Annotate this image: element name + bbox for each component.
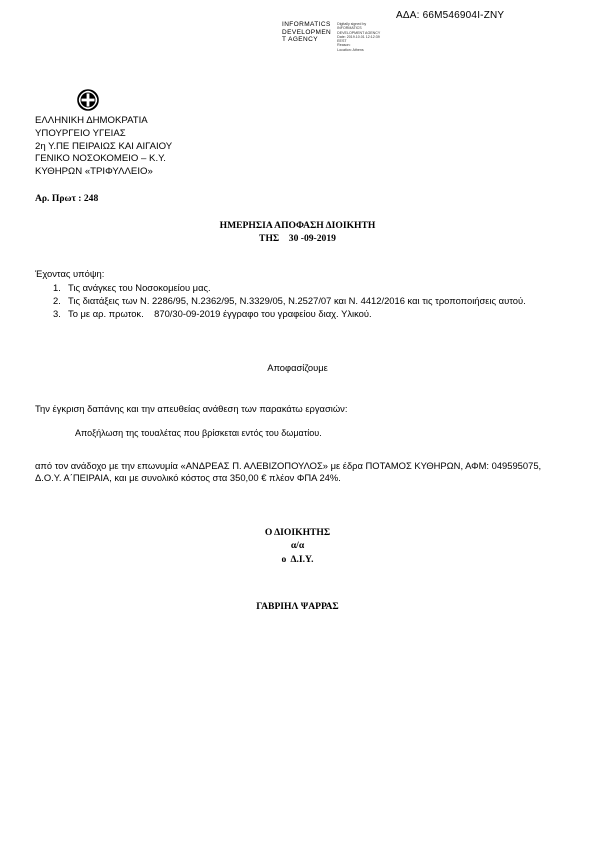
signature-block <box>0 526 595 566</box>
digital-signature-stamp <box>282 21 380 52</box>
header-line: ΚΥΘΗΡΩΝ «ΤΡΙΦΥΛΛΕΙΟ» <box>35 166 153 178</box>
list-item <box>53 295 558 307</box>
considering-label: Έχοντας υπόψη: <box>35 268 105 279</box>
item-number: 1. <box>53 282 61 293</box>
header-line: ΓΕΝΙΚΟ ΝΟΣΟΚΟΜΕΙΟ – Κ.Υ. <box>35 153 166 165</box>
contractor-paragraph: από τον ανάδοχο με την επωνυμία «ΑΝΔΡΕΑΣ Π. ΑΛΕΒΙΖΟΠΟΥΛΟΣ» με έδρα ΠΟΤΑΜΟΣ ΚΥΘΗΡΩΝ, ΑΦΜ: 049595075, Δ.Ο.Υ. Α΄ΠΕΙΡΑΙΑ, και με συνολικό κόστος στα 350,00 € πλέον ΦΠΑ 24%. <box>35 460 542 484</box>
item-text: Το με αρ. πρωτοκ. 870/30-09-2019 έγγραφο του γραφείου διαχ. Υλικού. <box>68 307 372 319</box>
approval-text: Την έγκριση δαπάνης και την απευθείας ανάθεση των παρακάτω εργασιών: <box>35 403 348 414</box>
signature-meta: Digitally signed by INFORMATICS DEVELOPMENT AGENCY Date: 2019.10.01 12:12:39 EEST Reason: Location: Athens <box>337 22 381 52</box>
signer-role: Ο ΔΙΟΙΚΗΤΗΣ <box>264 527 331 538</box>
agency-name: INFORMATICS DEVELOPMEN T AGENCY <box>282 21 332 44</box>
title-date: ΤΗΣ 30 -09-2019 <box>259 233 336 244</box>
protocol-number: Αρ. Πρωτ : 248 <box>35 193 99 204</box>
document-title <box>0 219 595 245</box>
work-description: Αποξήλωση της τουαλέτας που βρίσκεται εντός του δωματίου. <box>75 428 322 438</box>
decision-heading: Αποφασίζουμε <box>267 362 328 373</box>
list-item <box>53 308 558 320</box>
header-line: 2η Υ.ΠΕ ΠΕΙΡΑΙΩΣ ΚΑΙ ΑΙΓΑΙΟΥ <box>35 140 173 152</box>
header-line: ΥΠΟΥΡΓΕΙΟ ΥΓΕΙΑΣ <box>35 127 126 139</box>
signer-name: ΓΑΒΡΙΗΛ ΨΑΡΡΑΣ <box>256 601 339 612</box>
ada-code: ΑΔΑ: 66Μ546904Ι-ΖΝΥ <box>396 10 505 21</box>
title-line: ΗΜΕΡΗΣΙΑ ΑΠΟΦΑΣΗ ΔΙΟΙΚΗΤΗ <box>219 220 376 231</box>
list-item <box>53 282 558 294</box>
issuer-header <box>35 115 172 179</box>
item-number: 2. <box>53 294 61 306</box>
signer-aa: α/α <box>290 540 305 552</box>
coat-of-arms-icon <box>76 88 100 112</box>
header-line: ΕΛΛΗΝΙΚΗ ΔΗΜΟΚΡΑΤΙΑ <box>35 115 148 126</box>
signer-deputy: ο Δ.Ι.Υ. <box>281 553 314 565</box>
item-text: Τις ανάγκες του Νοσοκομείου μας. <box>68 282 211 293</box>
item-text: Τις διατάξεις των Ν. 2286/95, Ν.2362/95, Ν.3329/05, Ν.2527/07 και Ν. 4412/2016 και τις τροποποιήσεις αυτού. <box>68 294 526 306</box>
considerations-list <box>53 282 558 320</box>
item-number: 3. <box>53 307 61 319</box>
